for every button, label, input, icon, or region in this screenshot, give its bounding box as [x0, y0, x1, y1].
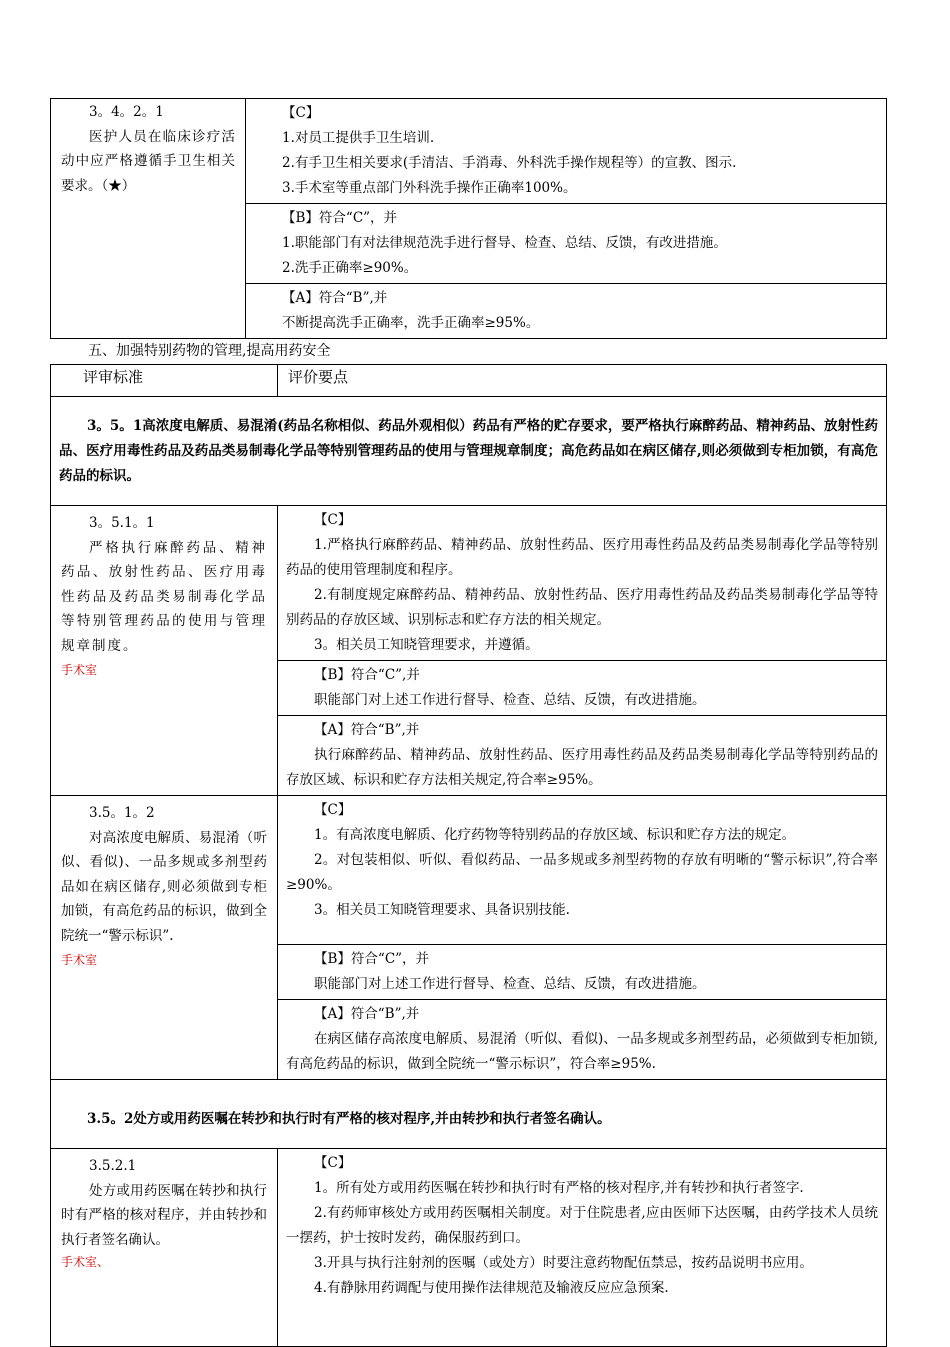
level-b-cell — [278, 945, 887, 1000]
list-item: 3。相关员工知晓管理要求、具备识别技能. — [314, 902, 570, 918]
list-item: 职能部门对上述工作进行督导、检查、总结、反馈，有改进措施。 — [314, 692, 706, 708]
standard-heading: 3.5。2处方或用药医嘱在转抄和执行时有严格的核对程序,并由转抄和执行者签名确认。 — [87, 1110, 611, 1127]
table-header-row — [51, 365, 887, 397]
standard-cell — [51, 506, 278, 796]
standard-text: 处方或用药医嘱在转抄和执行时有严格的核对程序，并由转抄和执行者签名确认。 — [61, 1182, 267, 1248]
list-item: 2。对包装相似、听似、看似药品、一品多规或多剂型药物的存放有明晰的“警示标识”,符合率≥90%。 — [286, 852, 878, 893]
standard-text: 医护人员在临床诊疗活动中应严格遵循手卫生相关要求。（★） — [61, 128, 235, 194]
level-a-cell — [246, 284, 887, 339]
level-b-cell — [278, 661, 887, 716]
level-c-tag: 【C】 — [314, 1155, 352, 1171]
list-item: 1.严格执行麻醉药品、精神药品、放射性药品、医疗用毒性药品及药品类易制毒化学品等特别药品的使用管理制度和程序。 — [286, 537, 878, 578]
list-item: 2.有药师审核处方或用药医嘱相关制度。对于住院患者,应由医师下达医嘱，由药学技术人员统一摆药，护士按时发药，确保服药到口。 — [286, 1205, 878, 1246]
list-item: 执行麻醉药品、精神药品、放射性药品、医疗用毒性药品及药品类易制毒化学品等特别药品的存放区域、标识和贮存方法相关规定,符合率≥95%。 — [286, 747, 878, 788]
list-item: 2.有制度规定麻醉药品、精神药品、放射性药品、医疗用毒性药品及药品类易制毒化学品等特别药品的存放区域、识别标志和贮存方法的相关规定。 — [286, 587, 878, 628]
level-b-tag: 【B】符合“C”,并 — [314, 667, 420, 683]
level-c-tag: 【C】 — [282, 105, 320, 121]
level-a-tag: 【A】符合“B”,并 — [282, 290, 388, 306]
department-note: 手术室、 — [61, 1255, 110, 1269]
hand-hygiene-table — [50, 98, 887, 339]
department-note: 手术室 — [61, 953, 98, 967]
level-b-cell — [246, 204, 887, 284]
standard-code: 3。5.1。1 — [89, 515, 155, 531]
list-item: 2.有手卫生相关要求(手清洁、手消毒、外科洗手操作规程等）的宣教、图示. — [282, 155, 737, 171]
list-item: 3。相关员工知晓管理要求，并遵循。 — [314, 637, 539, 653]
list-item: 职能部门对上述工作进行督导、检查、总结、反馈，有改进措施。 — [314, 976, 706, 992]
section-heading: 五、加强特别药物的管理,提高用药安全 — [88, 343, 331, 359]
level-c-cell — [278, 796, 887, 945]
list-item: 1.职能部门有对法律规范洗手进行督导、检查、总结、反馈，有改进措施。 — [282, 235, 727, 251]
header-standard: 评审标准 — [51, 365, 278, 397]
list-item: 3.开具与执行注射剂的医嘱（或处方）时要注意药物配伍禁忌，按药品说明书应用。 — [314, 1255, 813, 1271]
standard-cell — [51, 796, 278, 1080]
department-note: 手术室 — [61, 663, 98, 677]
standard-row — [51, 397, 887, 506]
standard-cell — [51, 1149, 278, 1347]
standard-cell — [51, 99, 246, 339]
standard-heading: 3。5。1高浓度电解质、易混淆(药品名称相似、药品外观相似）药品有严格的贮存要求，要严格执行麻醉药品、精神药品、放射性药品、医疗用毒性药品及药品类易制毒化学品等特别管理药品的使用与管理规章制度；高危药品如在病区储存,则必须做到专柜加锁，有高危药品的标识。 — [59, 417, 878, 484]
drug-management-table — [50, 364, 887, 1347]
level-c-tag: 【C】 — [314, 512, 352, 528]
level-b-tag: 【B】符合“C”，并 — [282, 210, 398, 226]
standard-text: 严格执行麻醉药品、精神药品、放射性药品、医疗用毒性药品及药品类易制毒化学品等特别管理药品的使用与管理规章制度。 — [61, 539, 267, 654]
list-item: 在病区储存高浓度电解质、易混淆（听似、看似)、一品多规或多剂型药品，必须做到专柜加锁,有高危药品的标识，做到全院统一“警示标识”，符合率≥95%. — [286, 1031, 878, 1072]
standard-code: 3.5.2.1 — [89, 1158, 137, 1174]
list-item: 3.手术室等重点部门外科洗手操作正确率100%。 — [282, 180, 577, 196]
level-c-tag: 【C】 — [314, 802, 352, 818]
standard-text: 对高浓度电解质、易混淆（听似、看似)、一品多规或多剂型药品如在病区储存,则必须做到专柜加锁，有高危药品的标识，做到全院统一“警示标识”. — [61, 829, 267, 944]
level-a-tag: 【A】符合“B”,并 — [314, 722, 420, 738]
list-item: 不断提高洗手正确率，洗手正确率≥95%。 — [282, 315, 540, 331]
level-a-cell — [278, 716, 887, 796]
header-points: 评价要点 — [278, 365, 887, 397]
level-c-cell — [278, 506, 887, 661]
list-item: 4.有静脉用药调配与使用操作法律规范及输液反应应急预案. — [314, 1280, 669, 1296]
list-item: 2.洗手正确率≥90%。 — [282, 260, 418, 276]
level-a-tag: 【A】符合“B”,并 — [314, 1006, 420, 1022]
standard-code: 3。4。2。1 — [89, 104, 164, 120]
level-a-cell — [278, 1000, 887, 1080]
level-c-cell — [278, 1149, 887, 1347]
list-item: 1.对员工提供手卫生培训. — [282, 130, 435, 146]
level-b-tag: 【B】符合“C”，并 — [314, 951, 430, 967]
level-c-cell — [246, 99, 887, 204]
list-item: 1。有高浓度电解质、化疗药物等特别药品的存放区域、标识和贮存方法的规定。 — [314, 827, 796, 843]
standard-row — [51, 1080, 887, 1149]
standard-code: 3.5。1。2 — [89, 805, 155, 821]
list-item: 1。所有处方或用药医嘱在转抄和执行时有严格的核对程序,并有转抄和执行者签字. — [314, 1180, 804, 1196]
